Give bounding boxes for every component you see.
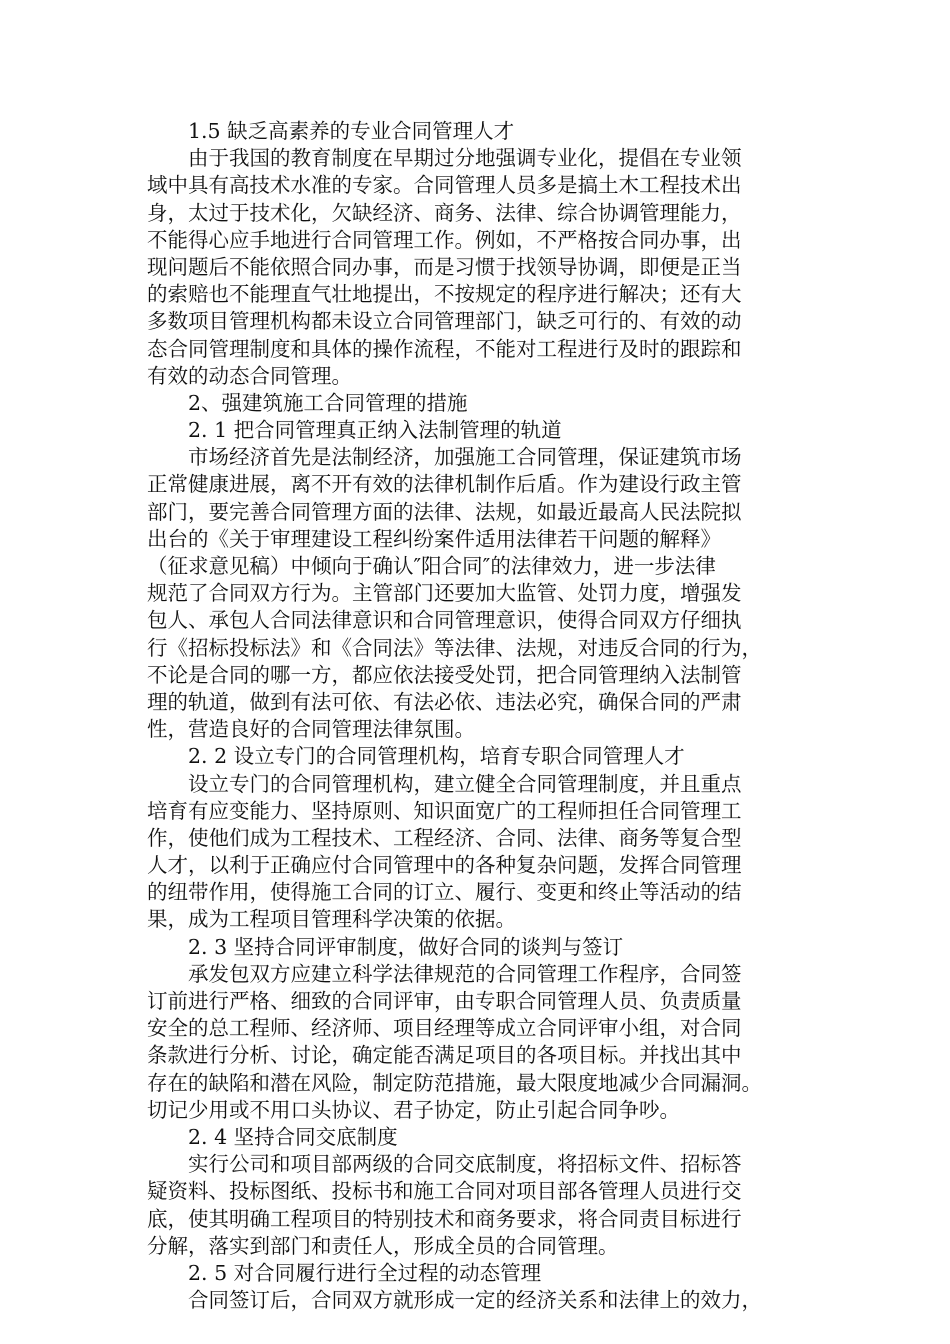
paragraph-line: 包人、承包人合同法律意识和合同管理意识，使得合同双方仔细执 — [147, 608, 742, 633]
paragraph-line: 底，使其明确工程项目的特别技术和商务要求，将合同责目标进行 — [147, 1206, 742, 1231]
paragraph-line: 订前进行严格、细致的合同评审，由专职合同管理人员、负责质量 — [147, 989, 742, 1013]
paragraph-line: 人才，以利于正确应付合同管理中的各种复杂问题，发挥合同管理 — [147, 853, 742, 878]
paragraph-line: 身，太过于技术化，欠缺经济、商务、法律、综合协调管理能力， — [147, 200, 742, 225]
paragraph-line: 不能得心应手地进行合同管理工作。例如，不严格按合同办事，出 — [147, 227, 742, 252]
section-heading: 2. 3 坚持合同评审制度，做好合同的谈判与签订 — [188, 934, 624, 959]
paragraph-line: 承发包双方应建立科学法律规范的合同管理工作程序，合同签 — [188, 961, 742, 986]
paragraph-line: 培育有应变能力、坚持原则、知识面宽广的工程师担任合同管理工 — [147, 798, 742, 823]
paragraph-line: 果，成为工程项目管理科学决策的依据。 — [147, 907, 516, 932]
section-heading: 2. 1 把合同管理真正纳入法制管理的轨道 — [188, 418, 562, 443]
paragraph-line: 的纽带作用，使得施工合同的订立、履行、变更和终止等活动的结 — [147, 880, 742, 905]
paragraph-line: 分解，落实到部门和责任人，形成全员的合同管理。 — [147, 1233, 619, 1258]
paragraph-line: 出台的《关于审理建设工程纠纷案件适用法律若干问题的解释》 — [147, 526, 721, 551]
paragraph-line: 设立专门的合同管理机构，建立健全合同管理制度，并且重点 — [188, 771, 742, 796]
paragraph-line: 现问题后不能依照合同办事，而是习惯于找领导协调，即便是正当 — [147, 254, 742, 279]
paragraph-line: 部门，要完善合同管理方面的法律、法规，如最近最高人民法院拟 — [147, 499, 742, 524]
paragraph-line: 切记少用或不用口头协议、君子协定，防止引起合同争吵。 — [147, 1097, 680, 1122]
paragraph-line: 域中具有高技术水准的专家。合同管理人员多是搞土木工程技术出 — [147, 173, 742, 198]
paragraph-line: 市场经济首先是法制经济，加强施工合同管理，保证建筑市场 — [188, 445, 742, 470]
section-heading: 2. 5 对合同履行进行全过程的动态管理 — [188, 1260, 542, 1285]
paragraph-line: 存在的缺陷和潜在风险，制定防范措施，最大限度地减少合同漏洞。 — [147, 1070, 762, 1095]
paragraph-line: 理的轨道，做到有法可依、有法必依、违法必究，确保合同的严肃 — [147, 689, 742, 714]
paragraph-line: 态合同管理制度和具体的操作流程，不能对工程进行及时的跟踪和 — [147, 336, 742, 361]
paragraph-line: 正常健康进展，离不开有效的法律机制作后盾。作为建设行政主管 — [147, 472, 742, 497]
paragraph-line: 合同签订后，合同双方就形成一定的经济关系和法律上的效力， — [188, 1288, 762, 1313]
paragraph-line: 行《招标投标法》和《合同法》等法律、法规，对违反合同的行为， — [147, 635, 762, 660]
paragraph-line: 不论是合同的哪一方，都应依法接受处罚，把合同管理纳入法制管 — [147, 662, 742, 687]
paragraph-line: 作，使他们成为工程技术、工程经济、合同、法律、商务等复合型 — [147, 825, 742, 850]
paragraph-line: 疑资料、投标图纸、投标书和施工合同对项目部各管理人员进行交 — [147, 1179, 742, 1204]
paragraph-line: 多数项目管理机构都未设立合同管理部门，缺乏可行的、有效的动 — [147, 309, 742, 334]
section-heading: 1.5 缺乏高素养的专业合同管理人才 — [188, 119, 515, 143]
paragraph-line: 性，营造良好的合同管理法律氛围。 — [147, 717, 475, 742]
paragraph-line: 规范了合同双方行为。主管部门还要加大监管、处罚力度，增强发 — [147, 581, 742, 606]
paragraph-line: 安全的总工程师、经济师、项目经理等成立合同评审小组，对合同 — [147, 1016, 742, 1041]
paragraph-line: 有效的动态合同管理。 — [147, 363, 352, 388]
section-heading: 2、强建筑施工合同管理的措施 — [188, 390, 468, 415]
paragraph-line: 由于我国的教育制度在早期过分地强调专业化，提倡在专业领 — [188, 146, 742, 171]
section-heading: 2. 4 坚持合同交底制度 — [188, 1124, 398, 1149]
paragraph-line: 条款进行分析、讨论，确定能否满足项目的各项目标。并找出其中 — [147, 1043, 742, 1068]
paragraph-line: 的索赔也不能理直气壮地提出，不按规定的程序进行解决；还有大 — [147, 282, 742, 307]
section-heading: 2. 2 设立专门的合同管理机构，培育专职合同管理人才 — [188, 744, 685, 769]
paragraph-line: 实行公司和项目部两级的合同交底制度，将招标文件、招标答 — [188, 1152, 742, 1177]
document-body — [147, 118, 812, 1314]
paragraph-line: （征求意见稿）中倾向于确认″阳合同″的法律效力，进一步法律 — [147, 554, 716, 578]
